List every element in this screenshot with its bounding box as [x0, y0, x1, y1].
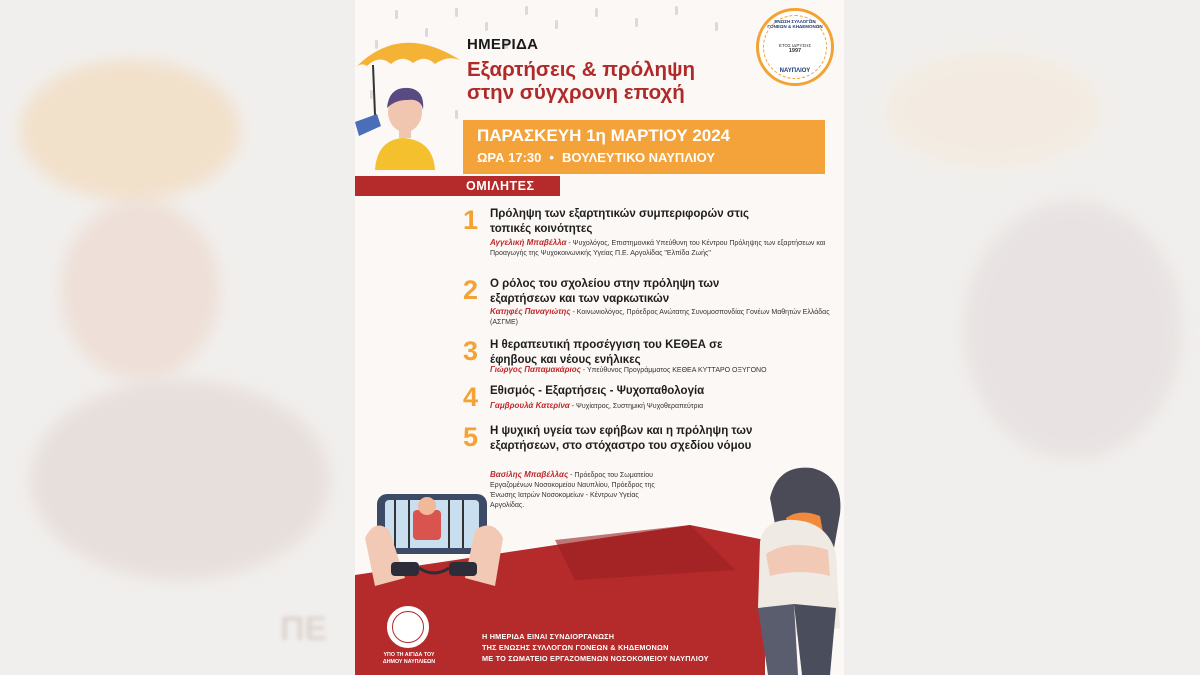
- background-right-blur: [843, 0, 1200, 675]
- ghost-badge: [883, 50, 1103, 170]
- talk-number: 2: [463, 275, 479, 305]
- event-poster: [355, 0, 844, 675]
- speaker-role: - Κοινωνιολόγος, Πρόεδρος Ανώτατης Συνομοσπονδίας Γονέων Μαθητών Ελλάδας (ΑΣΓΜΕ): [490, 309, 830, 326]
- bullet-separator: •: [549, 150, 554, 165]
- footer-line2: ΤΗΣ ΕΝΩΣΗΣ ΣΥΛΛΟΓΩΝ ΓΟΝΕΩΝ & ΚΗΔΕΜΟΝΩΝ: [482, 643, 669, 652]
- seal-caption-line1: ΥΠΟ ΤΗ ΑΙΓΙΔΑ ΤΟΥ: [383, 652, 435, 658]
- sitting-figure-illustration: [750, 458, 844, 675]
- footer-line3: ΜΕ ΤΟ ΣΩΜΑΤΕΙΟ ΕΡΓΑΖΟΜΕΝΩΝ ΝΟΣΟΚΟΜΕΙΟΥ ΝΑΥΠΛΙΟΥ: [482, 654, 709, 663]
- ghost-sitting-figure: [963, 200, 1183, 460]
- talk-speaker: [490, 401, 830, 412]
- talk-speaker: [490, 238, 830, 259]
- background-left-blur: ΠΕ: [0, 0, 355, 675]
- speakers-heading: ΟΜΙΛΗΤΕΣ: [466, 179, 535, 193]
- speaker-role: - Πρόεδρος του Σωματείου Εργαζομένων Νοσοκομείου Ναυπλίου, Πρόεδρος της Ένωσης Ιατρών Νοσοκομείων - Κέντρων Υγείας Αργολίδας.: [490, 472, 655, 509]
- speaker-name: Γαμβρουλά Κατερίνα: [490, 401, 570, 410]
- event-title-line1: Εξαρτήσεις & πρόληψη: [467, 58, 696, 81]
- speaker-name: Κατηφές Παναγιώτης: [490, 307, 571, 316]
- event-title-line2: στην σύγχρονη εποχή: [467, 81, 685, 104]
- talk-speaker: [490, 365, 830, 376]
- seal-caption: [379, 652, 439, 666]
- talk-speaker: [490, 307, 830, 328]
- event-kicker: ΗΜΕΡΙΔΑ: [467, 36, 539, 53]
- event-date: ΠΑΡΑΣΚΕΥΗ 1η ΜΑΡΤΙΟΥ 2024: [477, 126, 731, 145]
- parents-association-badge: [756, 8, 834, 86]
- badge-top-text: ΕΝΩΣΗ ΣΥΛΛΟΓΩΝ ΓΟΝΕΩΝ & ΚΗΔΕΜΟΝΩΝ: [767, 19, 823, 29]
- event-title: [467, 58, 747, 104]
- ghost-hands: [30, 380, 330, 580]
- talk-number: 3: [463, 336, 479, 366]
- speaker-name: Γιώργος Παπαμακάριος: [490, 365, 581, 374]
- municipality-seal: [385, 604, 431, 650]
- speaker-name: Βασίλης Μπαβέλλας: [490, 470, 569, 479]
- event-venue: ΒΟΥΛΕΥΤΙΚΟ ΝΑΥΠΛΙΟΥ: [561, 150, 716, 165]
- speaker-role: - Υπεύθυνος Προγράμματος ΚΕΘΕΑ ΚΥΤΤΑΡΟ ΟΞΥΓΟΝΟ: [580, 367, 767, 374]
- talk-number: 1: [463, 205, 479, 235]
- ghost-umbrella: [20, 60, 240, 200]
- talk-title: Εθισμός - Εξαρτήσεις - Ψυχοπαθολογία: [490, 385, 705, 397]
- badge-bottom-text: ΝΑΥΠΛΙΟΥ: [779, 68, 811, 74]
- talk-title: Η θεραπευτική προσέγγιση του ΚΕΘΕΑ σε έφηβους και νέους ενήλικες: [490, 339, 723, 366]
- seal-caption-line2: ΔΗΜΟΥ ΝΑΥΠΛΙΕΩΝ: [382, 659, 436, 665]
- event-time-venue: [477, 150, 715, 165]
- phone-hands-illustration: [365, 478, 505, 588]
- talk-number: 5: [463, 422, 479, 452]
- talk-speaker: [490, 470, 670, 511]
- speaker-role: - Ψυχολόγος, Επιστημονικά Υπεύθυνη του Κέντρου Πρόληψης των εξαρτήσεων και Προαγωγής της Ψυχοκοινωνικής Υγείας Π.Ε. Αργολίδας "Ελπίδα Ζωής": [490, 240, 826, 257]
- coorganizer-note: [482, 631, 709, 664]
- badge-founded-label: ΕΤΟΣ ΙΔΡΥΣΗΣ: [778, 42, 812, 48]
- footer-line1: Η ΗΜΕΡΙΔΑ ΕΙΝΑΙ ΣΥΝΔΙΟΡΓΑΝΩΣΗ: [482, 632, 615, 641]
- talk-title: Πρόληψη των εξαρτητικών συμπεριφορών στις τοπικές κοινότητες: [490, 208, 750, 235]
- talk-title: Ο ρόλος του σχολείου στην πρόληψη των εξαρτήσεων και των ναρκωτικών: [490, 278, 720, 305]
- umbrella-girl-illustration: [355, 30, 465, 180]
- badge-year: 1997: [788, 47, 802, 54]
- event-time: ΩΡΑ 17:30: [477, 150, 542, 165]
- talk-title: Η ψυχική υγεία των εφήβων και η πρόληψη των εξαρτήσεων, στο στόχαστρο του σχεδίου νόμου: [490, 425, 753, 452]
- ghost-figure: [60, 200, 220, 380]
- talk-number: 4: [463, 382, 479, 412]
- speaker-role: - Ψυχίατρος, Συστημική Ψυχοθεραπεύτρια: [569, 403, 704, 410]
- speaker-name: Αγγελική Μπαβέλλα: [490, 238, 567, 247]
